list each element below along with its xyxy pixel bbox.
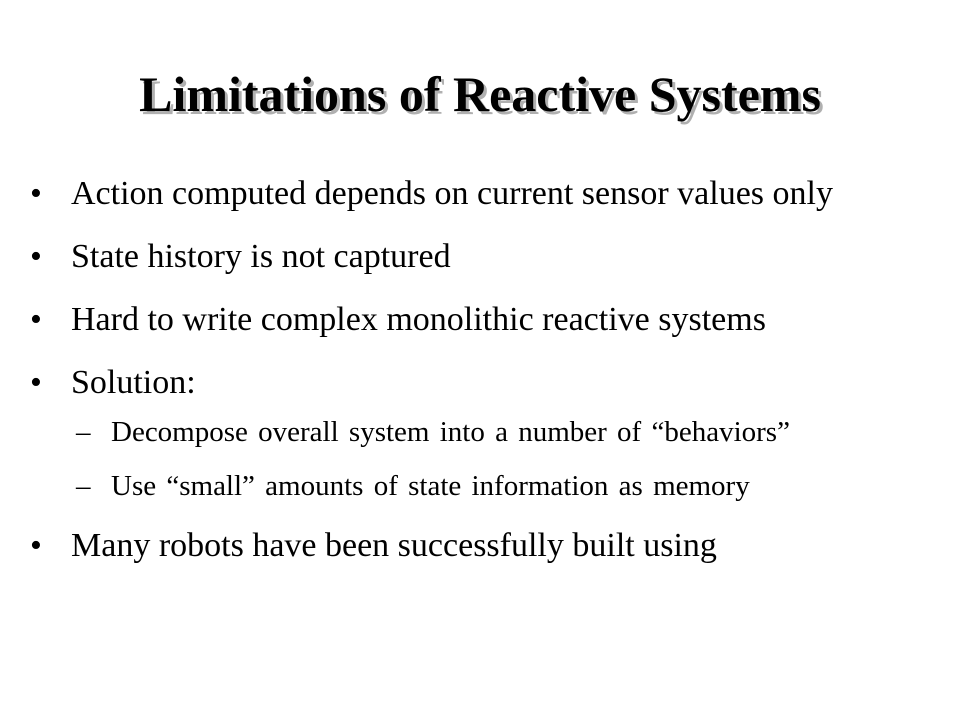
bullet-dot-icon: • (30, 175, 42, 212)
bullet-item (30, 233, 930, 280)
bullet-item (30, 296, 930, 343)
bullet-item (30, 522, 930, 569)
bullet-dot-icon: • (30, 238, 42, 275)
sub-bullet-dash-icon: – (76, 416, 91, 448)
bullet-dot-icon: • (30, 301, 42, 338)
sub-bullet-item (71, 412, 930, 452)
bullet-dot-icon: • (30, 364, 42, 401)
bullet-text: Many robots have been successfully built using (71, 527, 717, 564)
bullet-dot-icon: • (30, 527, 42, 564)
bullet-text: Solution: (71, 364, 196, 401)
sub-bullet-text: Decompose overall system into a number of “behaviors” (111, 416, 790, 448)
sub-bullet-text: Use “small” amounts of state information as memory (111, 470, 750, 502)
bullet-text: Hard to write complex monolithic reactive systems (71, 301, 766, 338)
sub-bullet-list (71, 412, 930, 506)
bullet-item (30, 359, 930, 506)
bullet-text: State history is not captured (71, 238, 451, 275)
sub-bullet-dash-icon: – (76, 470, 91, 502)
sub-bullet-item (71, 466, 930, 506)
bullet-text: Action computed depends on current sensor values only (71, 175, 833, 212)
bullet-item (30, 170, 930, 217)
bullet-list (30, 170, 930, 585)
slide-title: Limitations of Reactive Systems (139, 66, 821, 122)
